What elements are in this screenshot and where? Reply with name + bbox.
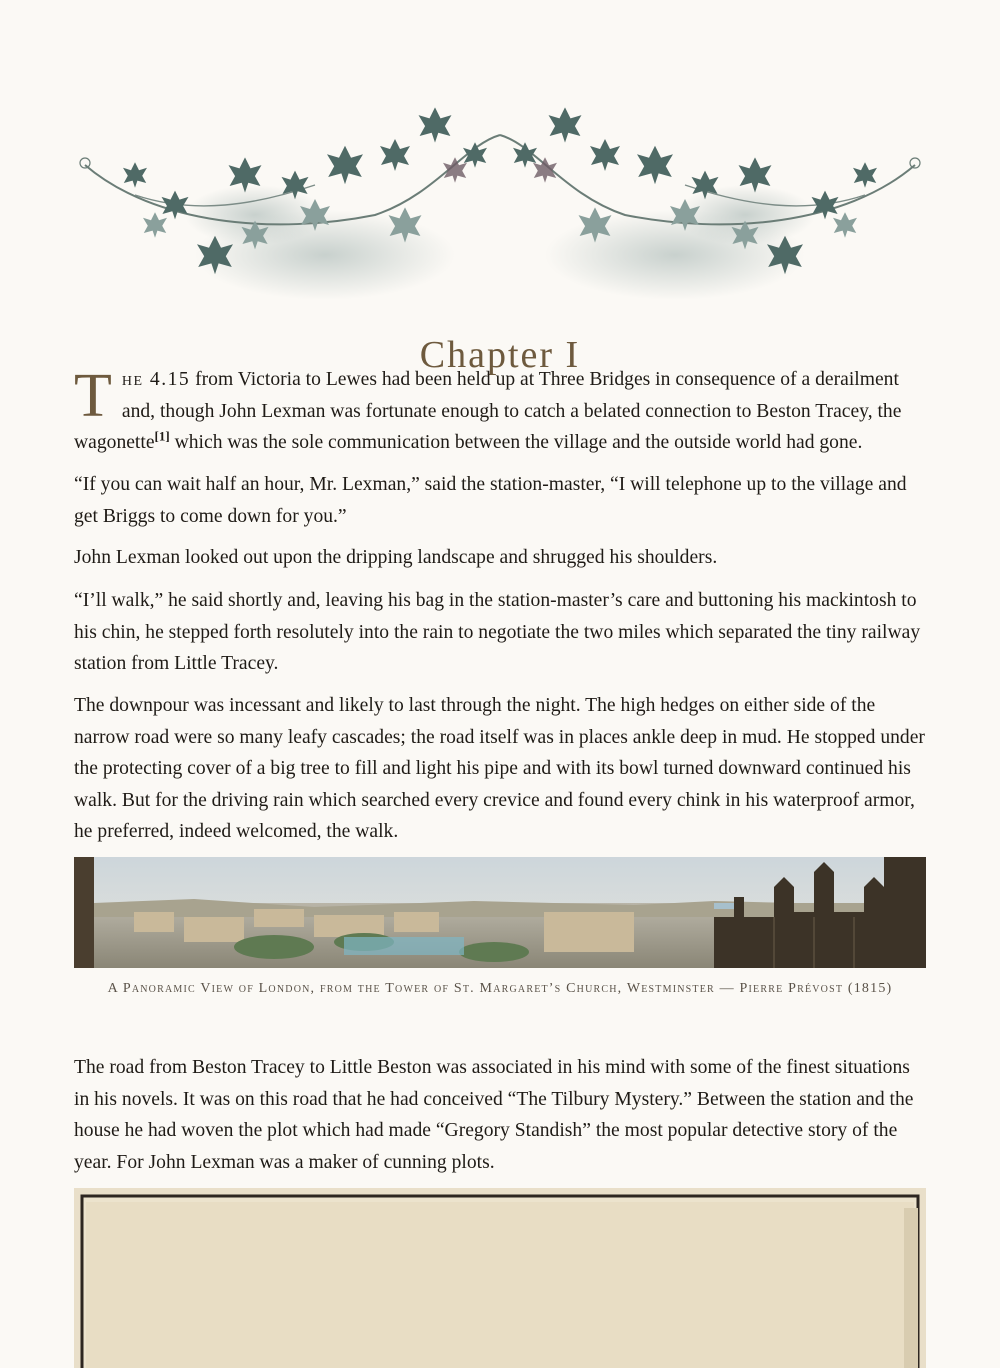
paragraph-5-text: The downpour was incessant and likely to last through the night. The high hedges on either side of the narrow road were so many leafy cascades; the road itself was in places ankle deep in mud. He stopped under the protecting cover of a big tree to fill and light his pipe and with its bowl turned downward continued his walk. But for the driving rain which searched every crevice and found every chink in his waterproof armor, he preferred, indeed welcomed, the walk. (74, 695, 925, 842)
chapter-title: Chapter I (419, 334, 581, 377)
paragraph-4-text: “I’ll walk,” he said shortly and, leaving his bag in the station-master’s care and buttoning his mackintosh to his chin, he stepped forth resolutely into the rain to negotiate the two miles which separated the tiny railway station from Little Tracey. (74, 590, 921, 674)
paragraph-3-text: John Lexman looked out upon the dripping landscape and shrugged his shoulders. (74, 547, 718, 568)
london-panorama-image (74, 857, 926, 968)
aged-paper-image (74, 1188, 926, 1368)
paragraph-3 (74, 542, 926, 574)
paragraph-1 (74, 364, 926, 459)
ivy-ornament-image (75, 95, 925, 315)
paragraph-5 (74, 690, 926, 848)
paragraph-6 (74, 1052, 926, 1178)
paragraph-4 (74, 585, 926, 680)
paragraph-1-text-a: from Victoria to Lewes had been held up at Three Bridges in consequence of a derailment and, though John Lexman was fortunate enough to catch a belated connection to Beston Tracey, the wagonette (74, 369, 902, 453)
figure-caption: A Panoramic View of London, from the Tower of St. Margaret’s Church, Westminster — Pierre Prévost (1815) (107, 981, 893, 996)
lead-in-smallcaps: he 4.15 (121, 369, 191, 390)
footnote-link[interactable]: [1] (154, 428, 170, 444)
paragraph-2 (74, 469, 926, 532)
drop-cap: T (74, 362, 112, 430)
paragraph-6-text: The road from Beston Tracey to Little Beston was associated in his mind with some of the finest situations in his novels. It was on this road that he had conceived “The Tilbury Mystery.” Between the station and the house he had woven the plot which had made “Gregory Standish” the most popular detective story of the year. For John Lexman was a maker of cunning plots. (74, 1057, 914, 1173)
paragraph-1-text-b: which was the sole communication between the village and the outside world had gone. (169, 432, 863, 453)
paragraph-2-text: “If you can wait half an hour, Mr. Lexman,” said the station-master, “I will telephone up to the village and get Briggs to come down for you.” (74, 474, 907, 527)
